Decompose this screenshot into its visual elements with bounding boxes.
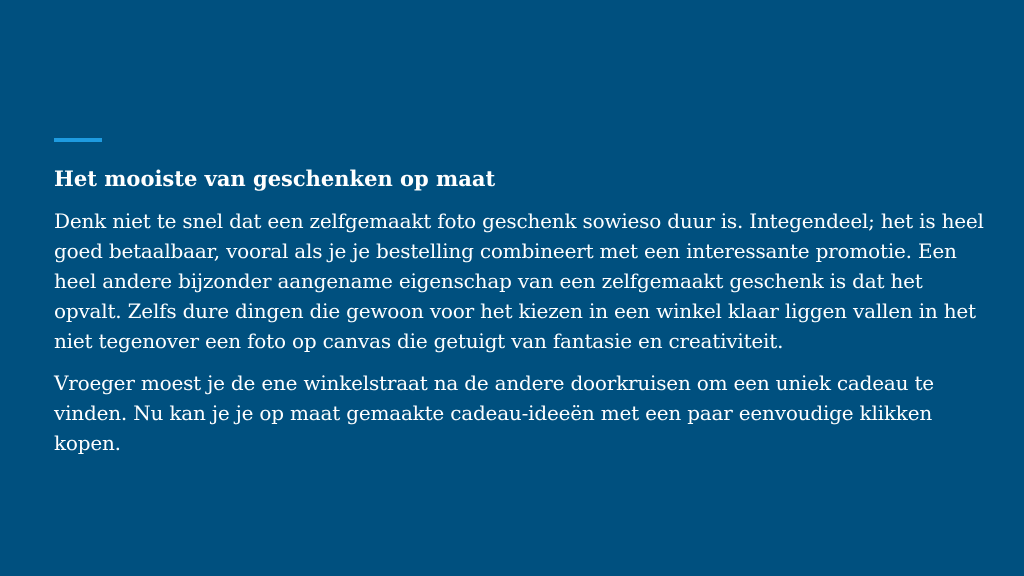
accent-line (54, 138, 102, 142)
slide-title: Het mooiste van geschenken op maat (54, 166, 496, 191)
slide-content (54, 164, 984, 458)
body-paragraph-1: Denk niet te snel dat een zelfgemaakt foto geschenk sowieso duur is. Integendeel; het is heel goed betaalbaar, vooral als je je bestelling combineert met een interessante promotie. Een heel andere bijzonder aangename eigenschap van een zelfgemaakt geschenk is dat het opvalt. Zelfs dure dingen die gewoon voor het kiezen in een winkel klaar liggen vallen in het niet tegenover een foto op canvas die getuigt van fantasie en creativiteit. (54, 209, 984, 353)
body-paragraph-2: Vroeger moest je de ene winkelstraat na de andere doorkruisen om een uniek cadeau te vinden. Nu kan je je op maat gemaakte cadeau-ideeën met een paar eenvoudige klikken kopen. (54, 371, 934, 455)
